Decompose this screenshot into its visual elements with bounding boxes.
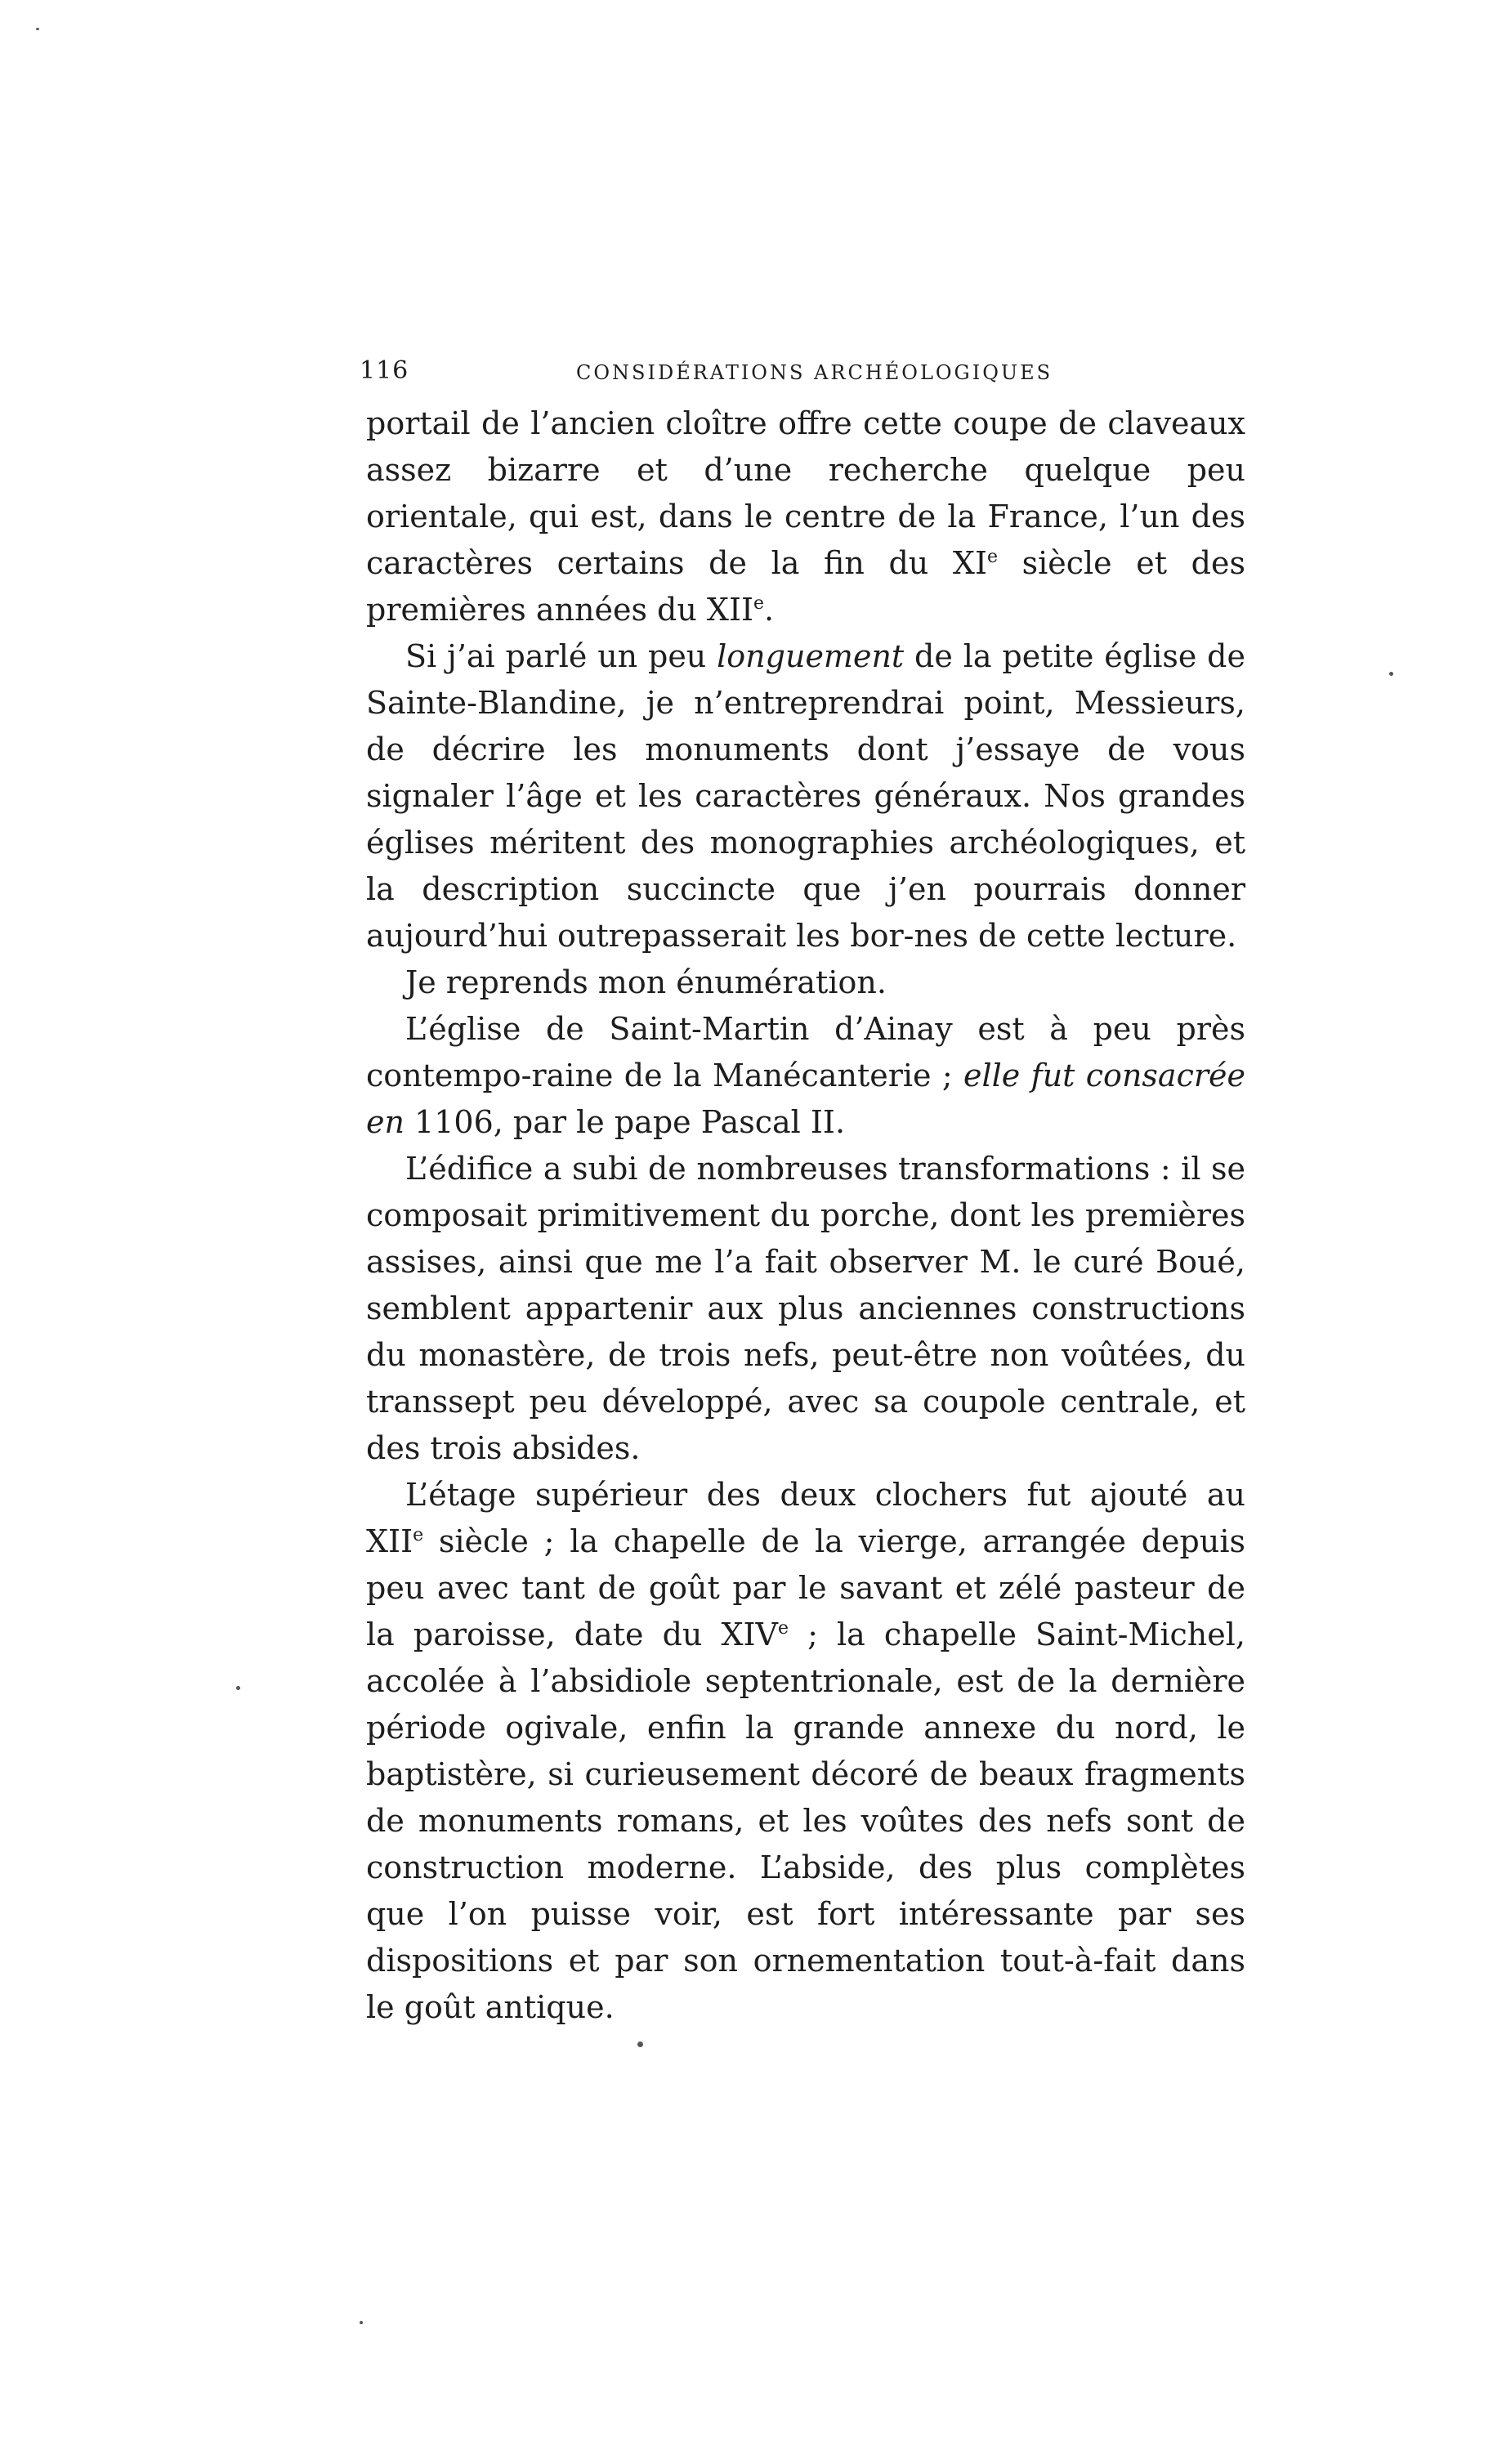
text-run: siècle et des premières années du XII — [366, 545, 1245, 628]
ink-speck — [236, 1686, 240, 1690]
paragraph-sainte-blandine — [366, 633, 1245, 959]
text-run: L’étage supérieur des deux clochers fut ajouté au XII — [366, 1477, 1245, 1559]
page-number: 116 — [360, 356, 409, 385]
ink-speck — [637, 2041, 643, 2047]
italic-text: elle fut consacrée en — [366, 1058, 1245, 1140]
text-run: 1106, par le pape Pascal II. — [404, 1104, 846, 1140]
superscript: e — [986, 547, 998, 567]
text-run: L’église de Saint-Martin d’Ainay est à peu près contempo-raine de la Manécanterie ; — [366, 1011, 1245, 1093]
superscript: e — [777, 1618, 789, 1639]
ink-speck — [36, 28, 39, 30]
paragraph-continuation — [366, 400, 1245, 633]
text-run: Je reprends mon énumération. — [405, 964, 887, 1000]
text-run: . — [764, 592, 775, 628]
text-run: ; la chapelle Saint-Michel, accolée à l’absidiole septentrionale, est de la dernière période ogivale, enfin la grande annexe du nord, le baptistère, si curieusement décoré de beaux fragments de monuments romans, et les voûtes des nefs sont de construction moderne. L’abside, des plus complètes que l’on puisse voir, est fort intéressante par ses dispositions et par son ornementation tout-à-fait dans le goût antique. — [366, 1617, 1245, 2025]
superscript: e — [753, 593, 765, 614]
text-run: siècle ; la chapelle de la vierge, arrangée depuis peu avec tant de goût par le savant et zélé pasteur de la paroisse, date du XIV — [366, 1523, 1245, 1652]
paragraph-enumeration — [366, 959, 1245, 1006]
running-title: CONSIDÉRATIONS ARCHÉOLOGIQUES — [576, 361, 1053, 384]
italic-text: longuement — [717, 638, 905, 674]
paragraph-saint-martin — [366, 1006, 1245, 1146]
ink-speck — [360, 2321, 363, 2324]
text-run: portail de l’ancien cloître offre cette coupe de claveaux assez bizarre et d’une recherche quelque peu orientale, qui est, dans le centre de la France, l’un des caractères certains de la fin du XI — [366, 405, 1245, 581]
superscript: e — [413, 1525, 424, 1545]
paragraph-clochers — [366, 1472, 1245, 2031]
text-run: Si j’ai parlé un peu — [405, 638, 717, 674]
text-run: L’édifice a subi de nombreuses transformations : il se composait primitivement du porche, dont les premières assises, ainsi que me l’a fait observer M. le curé Boué, semblent appartenir aux plus anciennes constructions du monastère, de trois nefs, peut-être non voûtées, du transsept peu développé, avec sa coupole centrale, et des trois absides. — [366, 1151, 1245, 1466]
running-header — [360, 356, 1242, 389]
paragraph-edifice — [366, 1146, 1245, 1472]
body-text — [366, 400, 1245, 2031]
text-run: de la petite église de Sainte-Blandine, je n’entreprendrai point, Messieurs, de décrire les monuments dont j’essaye de vous signaler l’âge et les caractères généraux. Nos grandes églises méritent des monographies archéologiques, et la description succincte que j’en pourrais donner aujourd’hui outrepasserait les bor-nes de cette lecture. — [366, 638, 1245, 954]
ink-speck — [1389, 672, 1393, 676]
